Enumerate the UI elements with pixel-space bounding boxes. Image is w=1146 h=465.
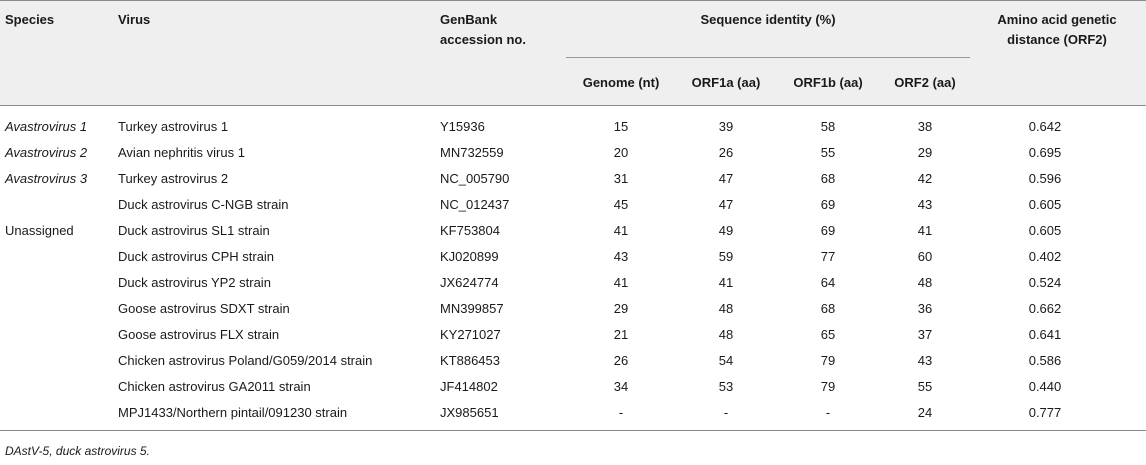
orf1b-identity-cell: 58	[820, 119, 836, 134]
genetic-distance-cell: 0.641	[1028, 327, 1062, 342]
genome-identity-cell: 34	[613, 379, 629, 394]
orf1b-identity-cell: 55	[820, 145, 836, 160]
header-accession: GenBank accession no.	[440, 12, 526, 47]
genetic-distance-cell: 0.662	[1028, 301, 1062, 316]
orf1b-identity-cell: -	[825, 405, 831, 420]
orf2-identity-cell: 24	[917, 405, 933, 420]
bottom-rule	[0, 430, 1146, 431]
orf1a-identity-cell: -	[723, 405, 729, 420]
accession-cell: KJ020899	[440, 249, 499, 264]
header-orf1a: ORF1a (aa)	[691, 75, 761, 90]
genetic-distance-cell: 0.695	[1028, 145, 1062, 160]
orf1a-identity-cell: 59	[718, 249, 734, 264]
accession-cell: JF414802	[440, 379, 498, 394]
species-cell: Avastrovirus 1	[5, 119, 88, 134]
genetic-distance-cell: 0.596	[1028, 171, 1062, 186]
orf1b-identity-cell: 68	[820, 301, 836, 316]
header-species: Species	[5, 12, 55, 27]
header-orf2: ORF2 (aa)	[894, 75, 956, 90]
header-distance: Amino acid genetic distance (ORF2)	[997, 12, 1117, 47]
orf2-identity-cell: 55	[917, 379, 933, 394]
genetic-distance-cell: 0.605	[1028, 197, 1062, 212]
orf1a-identity-cell: 49	[718, 223, 734, 238]
orf2-identity-cell: 43	[917, 197, 933, 212]
table-row	[0, 400, 1146, 426]
virus-cell: Turkey astrovirus 2	[118, 171, 229, 186]
table-row	[0, 244, 1146, 270]
virus-cell: Duck astrovirus CPH strain	[118, 249, 275, 264]
genome-identity-cell: -	[618, 405, 624, 420]
virus-cell: Duck astrovirus SL1 strain	[118, 223, 270, 238]
virus-cell: Chicken astrovirus Poland/G059/2014 strain	[118, 353, 373, 368]
table-row	[0, 348, 1146, 374]
table-row	[0, 140, 1146, 166]
genetic-distance-cell: 0.524	[1028, 275, 1062, 290]
header-identity: Sequence identity (%)	[700, 12, 836, 27]
virus-cell: Duck astrovirus YP2 strain	[118, 275, 271, 290]
orf1a-identity-cell: 26	[718, 145, 734, 160]
header-orf1b: ORF1b (aa)	[793, 75, 863, 90]
orf2-identity-cell: 43	[917, 353, 933, 368]
orf1b-identity-cell: 64	[820, 275, 836, 290]
orf2-identity-cell: 42	[917, 171, 933, 186]
orf1b-identity-cell: 77	[820, 249, 836, 264]
species-cell: Unassigned	[5, 223, 74, 238]
species-cell: Avastrovirus 3	[5, 171, 88, 186]
genetic-distance-cell: 0.402	[1028, 249, 1062, 264]
accession-cell: NC_005790	[440, 171, 510, 186]
accession-cell: JX624774	[440, 275, 499, 290]
orf2-identity-cell: 29	[917, 145, 933, 160]
genome-identity-cell: 41	[613, 223, 629, 238]
genome-identity-cell: 31	[613, 171, 629, 186]
orf2-identity-cell: 48	[917, 275, 933, 290]
table-row	[0, 166, 1146, 192]
accession-cell: KY271027	[440, 327, 501, 342]
accession-cell: MN399857	[440, 301, 504, 316]
orf2-identity-cell: 37	[917, 327, 933, 342]
genetic-distance-cell: 0.440	[1028, 379, 1062, 394]
table-body	[0, 114, 1146, 426]
genome-identity-cell: 21	[613, 327, 629, 342]
orf2-identity-cell: 60	[917, 249, 933, 264]
table-row	[0, 322, 1146, 348]
virus-cell: Goose astrovirus SDXT strain	[118, 301, 290, 316]
table-row	[0, 114, 1146, 140]
orf1a-identity-cell: 54	[718, 353, 734, 368]
virus-cell: Turkey astrovirus 1	[118, 119, 229, 134]
orf1a-identity-cell: 39	[718, 119, 734, 134]
orf1a-identity-cell: 53	[718, 379, 734, 394]
accession-cell: KF753804	[440, 223, 500, 238]
orf1b-identity-cell: 65	[820, 327, 836, 342]
orf2-identity-cell: 41	[917, 223, 933, 238]
genome-identity-cell: 43	[613, 249, 629, 264]
orf1a-identity-cell: 47	[718, 171, 734, 186]
orf1a-identity-cell: 48	[718, 327, 734, 342]
genetic-distance-cell: 0.777	[1028, 405, 1062, 420]
virus-cell: Duck astrovirus C-NGB strain	[118, 197, 289, 212]
orf1b-identity-cell: 79	[820, 379, 836, 394]
orf1b-identity-cell: 69	[820, 197, 836, 212]
accession-cell: Y15936	[440, 119, 485, 134]
genome-identity-cell: 41	[613, 275, 629, 290]
species-cell: Avastrovirus 2	[5, 145, 88, 160]
virus-cell: MPJ1433/Northern pintail/091230 strain	[118, 405, 348, 420]
identity-subrule	[566, 57, 970, 58]
genetic-distance-cell: 0.642	[1028, 119, 1062, 134]
virus-cell: Avian nephritis virus 1	[118, 145, 245, 160]
top-rule	[0, 0, 1146, 1]
virus-cell: Goose astrovirus FLX strain	[118, 327, 280, 342]
orf1a-identity-cell: 41	[718, 275, 734, 290]
table-row	[0, 374, 1146, 400]
header-rule	[0, 105, 1146, 106]
accession-cell: KT886453	[440, 353, 500, 368]
table-footnote: DAstV-5, duck astrovirus 5.	[5, 444, 150, 458]
genome-identity-cell: 29	[613, 301, 629, 316]
orf2-identity-cell: 36	[917, 301, 933, 316]
accession-cell: NC_012437	[440, 197, 510, 212]
orf1b-identity-cell: 79	[820, 353, 836, 368]
accession-cell: MN732559	[440, 145, 504, 160]
orf1a-identity-cell: 48	[718, 301, 734, 316]
orf1b-identity-cell: 69	[820, 223, 836, 238]
genome-identity-cell: 15	[613, 119, 629, 134]
table-row	[0, 270, 1146, 296]
genome-identity-cell: 45	[613, 197, 629, 212]
orf1a-identity-cell: 47	[718, 197, 734, 212]
orf2-identity-cell: 38	[917, 119, 933, 134]
virus-cell: Chicken astrovirus GA2011 strain	[118, 379, 311, 394]
header-virus: Virus	[118, 12, 151, 27]
orf1b-identity-cell: 68	[820, 171, 836, 186]
genetic-distance-cell: 0.586	[1028, 353, 1062, 368]
genetic-distance-cell: 0.605	[1028, 223, 1062, 238]
table-row	[0, 218, 1146, 244]
genome-identity-cell: 26	[613, 353, 629, 368]
accession-cell: JX985651	[440, 405, 499, 420]
header-genome: Genome (nt)	[582, 75, 660, 90]
genome-identity-cell: 20	[613, 145, 629, 160]
table-row	[0, 192, 1146, 218]
table-row	[0, 296, 1146, 322]
